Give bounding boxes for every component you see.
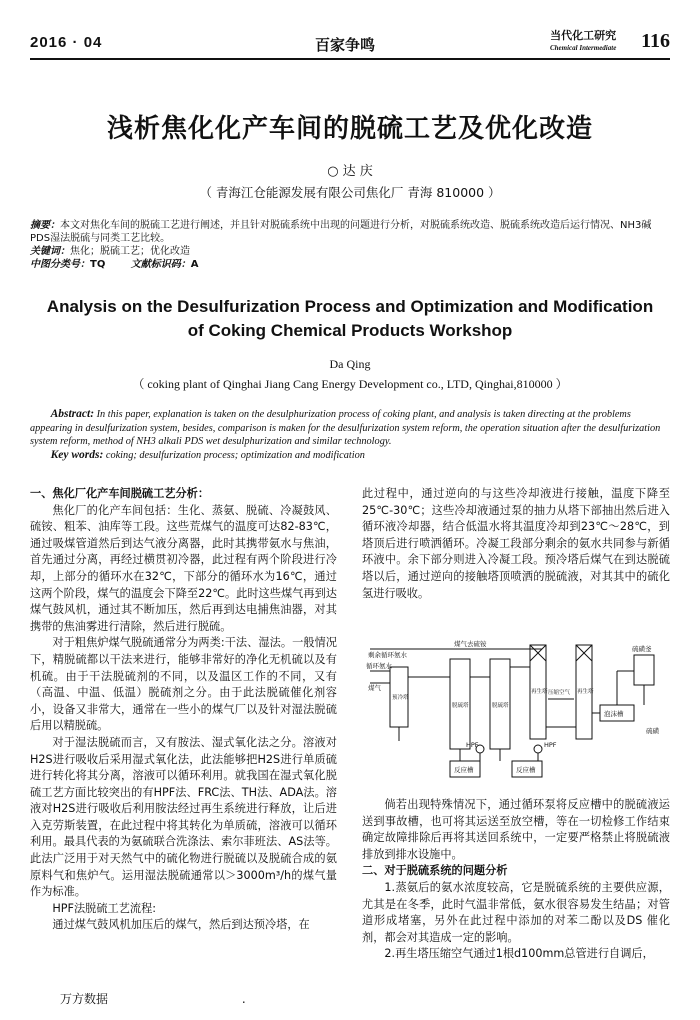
issue-number: 2016 · 04 xyxy=(30,34,103,51)
doccode-value: A xyxy=(190,259,199,270)
body-right-column-lower xyxy=(362,797,670,963)
sulfur-kettle xyxy=(634,655,654,685)
affiliation-en: （ coking plant of Qinghai Jiang Cang Energy Development co., LTD, Qinghai,810000 ） xyxy=(132,377,568,391)
abstract-zh-text: 本文对焦化车间的脱硫工艺进行阐述，并且针对脱硫系统中出现的问题进行分析，对脱硫系统改造、脱硫系统改造后运行情况、NH3碱PDS湿法脱硫与同类工艺比较。 xyxy=(30,220,652,244)
paragraph: 通过煤气鼓风机加压后的煤气，然后到达预冷塔，在 xyxy=(52,918,310,932)
abstract-zh-block xyxy=(30,219,670,271)
journal-logo xyxy=(550,30,616,54)
abstract-zh xyxy=(30,219,670,245)
page-number: 116 xyxy=(641,30,670,52)
label-circ-ammonia: 循环氨水 xyxy=(366,662,392,670)
abstract-zh-label: 摘要： xyxy=(30,220,60,231)
process-flow-diagram xyxy=(362,637,670,787)
paragraph: 焦化厂的化产车间包括：生化、蒸氨、脱硫、冷凝鼓风、硫铵、粗苯、油库等工段。这些荒煤气的温度可达82-83℃，通过吸煤管道然后到达气液分离器，此时其携带氨水与焦油，首先通过分离，再经过横贯初冷器，此过程有两个阶段进行冷却，上部分的循环水在32℃，下部分的循环水为16℃，通过这两个阶段，煤气的温度会下降至22℃。此时这些煤气再到达煤气鼓风机，通过其不断加压，然后再到达电捕焦油器，对其携带的焦油雾进行清除，然后进行脱硫。 xyxy=(30,503,337,633)
keywords-zh-text: 焦化；脱硫工艺；优化改造 xyxy=(70,246,190,257)
section-2-heading: 二、对于脱硫系统的问题分析 xyxy=(362,864,508,878)
footer xyxy=(60,990,246,1007)
label-hpf-1: HPF xyxy=(466,741,479,749)
author-en: Da Qing xyxy=(329,357,371,371)
abstract-en xyxy=(30,408,670,449)
abstract-en-label: Abstract: xyxy=(50,408,95,420)
label-regen-1: 再生塔 xyxy=(531,689,548,695)
doccode-label: 文献标识码： xyxy=(130,259,191,270)
clc-label: 中图分类号： xyxy=(30,259,90,270)
title-zh: 浅析焦化化产车间的脱硫工艺及优化改造 xyxy=(106,114,593,144)
paragraph: 对于湿法脱硫而言，又有胺法、湿式氧化法之分。溶液对H2S进行吸收后采用湿式氧化法，此法能够把H2S进行单质硫进行转化将其分离，溶液可以循环利用。就我国在湿式氧化脱硫工艺方面比较突出的有HPF法、FRC法、TH法、ADA法。溶液对H2S进行吸收后利用胺法经过再生系统进行释放，让后进入克劳斯装置，在此过程中将其转化为单质硫，溶液可以循环利用。最具代表的为氨硫联合洗涤法、索尔菲班法、AS法等。此法广泛用于对天然气中的硫化物进行脱硫以及脱硫合成的氨原料气和焦炉气。运用湿法脱硫通常以＞3000m³/h的煤气量作为标准。 xyxy=(30,735,337,899)
abstract-en-text: In this paper, explanation is taken on the desulphurization process of coking plant, and analysis is taken directing at the problems appearing in desulfurization system, besides, comparison is maken for the desulfurization system reform, the operation situation after the desulfurization system reform, method of NH3 alkali PDS wet desulphurization and similar technology. xyxy=(30,409,661,447)
clc-value: TQ xyxy=(90,259,106,270)
paragraph: 1.蒸氨后的氨水浓度较高，它是脱硫系统的主要供应源，尤其是在冬季，此时气温非常低，氨水很容易发生结晶；对管道形成堵塞，另外在此过程中添加的对苯二酚以及DS 催化剂，都会对其造成一定的影响。 xyxy=(362,880,670,944)
label-react-2: 反应槽 xyxy=(516,766,536,774)
section-1-heading: 一、焦化厂化产车间脱硫工艺分析： xyxy=(30,487,210,500)
affiliation-zh: （ 青海江仓能源发展有限公司焦化厂 青海 810000 ） xyxy=(199,185,501,200)
title-en: Analysis on the Desulfurization Process and Optimization and Modification of Coking Chemical Products Workshop xyxy=(46,297,654,340)
footer-source: 万方数据 xyxy=(60,992,109,1006)
keywords-en-label: Key words: xyxy=(50,448,104,461)
subheading: HPF法脱硫工艺流程: xyxy=(52,901,157,915)
footer-dot: . xyxy=(241,992,246,1006)
page-header xyxy=(30,30,670,58)
journal-name-en: Chemical Intermediate xyxy=(550,44,617,52)
abstract-en-block xyxy=(30,408,670,462)
label-regen-2: 再生塔 xyxy=(577,689,594,695)
label-coal-to-desulf: 煤气去硫铵 xyxy=(454,640,487,648)
keywords-en xyxy=(30,449,670,463)
body-left-column xyxy=(30,486,337,934)
label-remaining-ammonia: 剩余循环氨水 xyxy=(368,651,407,659)
keywords-zh xyxy=(30,245,670,258)
author-zh: ○ 达 庆 xyxy=(327,164,373,179)
label-sulfur-foam: 硫磺釜 xyxy=(632,645,652,653)
paragraph: 2.再生塔压缩空气通过1根d100mm总管进行自调后， xyxy=(384,947,654,961)
label-gas: 煤气 xyxy=(368,684,381,692)
keywords-en-text: coking; desulfurization process; optimization and modification xyxy=(105,449,365,461)
label-foam-tank: 泡沫槽 xyxy=(604,710,624,718)
label-compressed-air: 压缩空气 xyxy=(548,690,571,696)
journal-name-zh: 当代化工研究 xyxy=(550,29,617,42)
paragraph: 此过程中，通过逆向的与这些冷却液进行接触，温度下降至25℃-30℃；这些冷却液通过泵的抽力从塔下部抽出然后进入循环液冷却器，结合低温水将其温度冷却到23℃～28℃，到塔顶后进行喷洒循环。冷凝工段部分剩余的氨水共同参与新循环液中。余下部分则进入冷凝工段。预冷塔后煤气在到达脱硫塔以后，通过逆向的接触塔顶喷洒的脱硫液，对其其中的硫化氢进行吸收。 xyxy=(362,487,670,600)
paragraph: 对于粗焦炉煤气脱硫通常分为两类:干法、湿法。一般情况下，精脱硫都以干法来进行，能够非常好的净化无机硫以及有机硫。由于干法脱硫剂的不同，以及温区工作的不同，又有（高温、中温、低温）脱硫剂之分。由于此法脱硫催化剂容小，设备又非常大，通常在一些小的煤气厂以及针对湿法脱硫后用以精脱硫。 xyxy=(30,636,337,733)
classification xyxy=(30,258,670,271)
paragraph: 倘若出现特殊情况下，通过循环泵将反应槽中的脱硫液运送到事故槽，也可将其运送至放空槽，等在一切检修工作结束确定故障排除后再将其送回系统中，一定要严格禁止将脱硫液排放到排水设施中。 xyxy=(362,798,670,861)
body-right-column xyxy=(362,486,670,602)
label-sulfur: 硫磺 xyxy=(646,727,659,735)
label-hpf-2: HPF xyxy=(544,741,557,749)
header-rule xyxy=(30,58,670,60)
column-name: 百家争鸣 xyxy=(315,36,376,54)
label-desulf-1: 脱硫塔 xyxy=(452,703,469,709)
label-precool: 预冷塔 xyxy=(392,695,409,701)
keywords-zh-label: 关键词： xyxy=(30,246,70,257)
label-react-1: 反应槽 xyxy=(454,766,474,774)
label-desulf-2: 脱硫塔 xyxy=(492,703,509,709)
